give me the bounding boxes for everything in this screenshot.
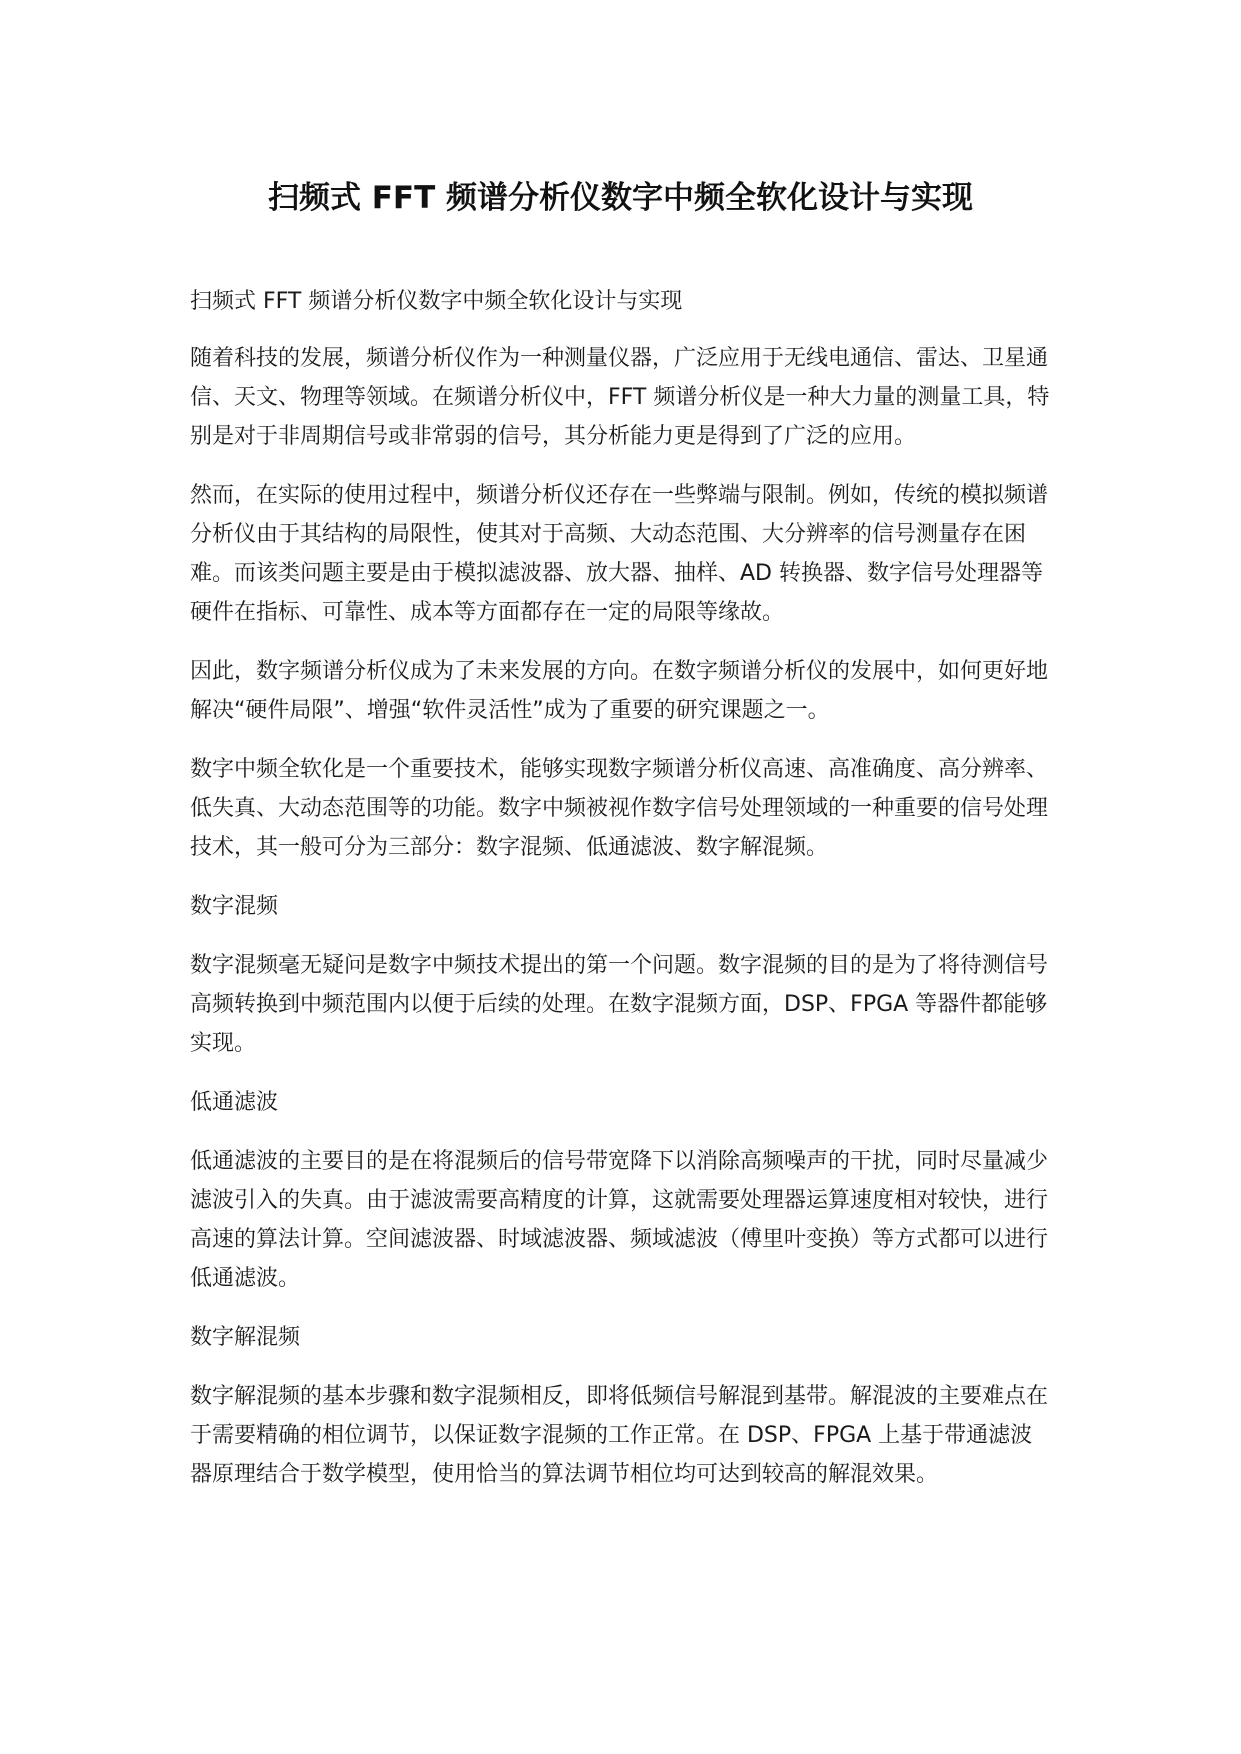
section-heading-digital-demixing: 数字解混频	[190, 1325, 301, 1350]
section-heading-digital-mixing: 数字混频	[190, 894, 279, 919]
paragraph-intro: 随着科技的发展，频谱分析仪作为一种测量仪器，广泛应用于无线电通信、雷达、卫星通信、天文、物理等领域。在频谱分析仪中，FFT 频谱分析仪是一种大力量的测量工具，特别是对于非周期信号或非常弱的信号，其分析能力更是得到了广泛的应用。	[190, 346, 1050, 449]
section-body-digital-demixing: 数字解混频的基本步骤和数字混频相反，即将低频信号解混到基带。解混波的主要难点在于需要精确的相位调节，以保证数字混频的工作正常。在 DSP、FPGA 上基于带通滤波器原理结合于数学模型，使用恰当的算法调节相位均可达到较高的解混效果。	[190, 1384, 1049, 1487]
paragraph-limitations: 然而，在实际的使用过程中，频谱分析仪还存在一些弊端与限制。例如，传统的模拟频谱分析仪由于其结构的局限性，使其对于高频、大动态范围、大分辨率的信号测量存在困难。而该类问题主要是由于模拟滤波器、放大器、抽样、AD 转换器、数字信号处理器等硬件在指标、可靠性、成本等方面都存在一定的局限等缘故。	[190, 483, 1049, 625]
paragraph-digital-if: 数字中频全软化是一个重要技术，能够实现数字频谱分析仪高速、高准确度、高分辨率、低失真、大动态范围等的功能。数字中频被视作数字信号处理领域的一种重要的信号处理技术，其一般可分为三部分：数字混频、低通滤波、数字解混频。	[190, 757, 1049, 860]
section-heading-lowpass-filter: 低通滤波	[190, 1090, 279, 1115]
section-body-digital-mixing: 数字混频毫无疑问是数字中频技术提出的第一个问题。数字混频的目的是为了将待测信号高频转换到中频范围内以便于后续的处理。在数字混频方面，DSP、FPGA 等器件都能够实现。	[190, 953, 1049, 1056]
section-body-lowpass-filter: 低通滤波的主要目的是在将混频后的信号带宽降下以消除高频噪声的干扰，同时尽量减少滤波引入的失真。由于滤波需要高精度的计算，这就需要处理器运算速度相对较快，进行高速的算法计算。空间滤波器、时域滤波器、频域滤波（傅里叶变换）等方式都可以进行低通滤波。	[190, 1149, 1049, 1291]
document-subtitle: 扫频式 FFT 频谱分析仪数字中频全软化设计与实现	[190, 289, 683, 314]
page-title: 扫频式 FFT 频谱分析仪数字中频全软化设计与实现	[267, 180, 974, 216]
document-body	[190, 282, 1054, 1514]
paragraph-direction: 因此，数字频谱分析仪成为了未来发展的方向。在数字频谱分析仪的发展中，如何更好地解决“硬件局限”、增强“软件灵活性”成为了重要的研究课题之一。	[190, 659, 1049, 723]
